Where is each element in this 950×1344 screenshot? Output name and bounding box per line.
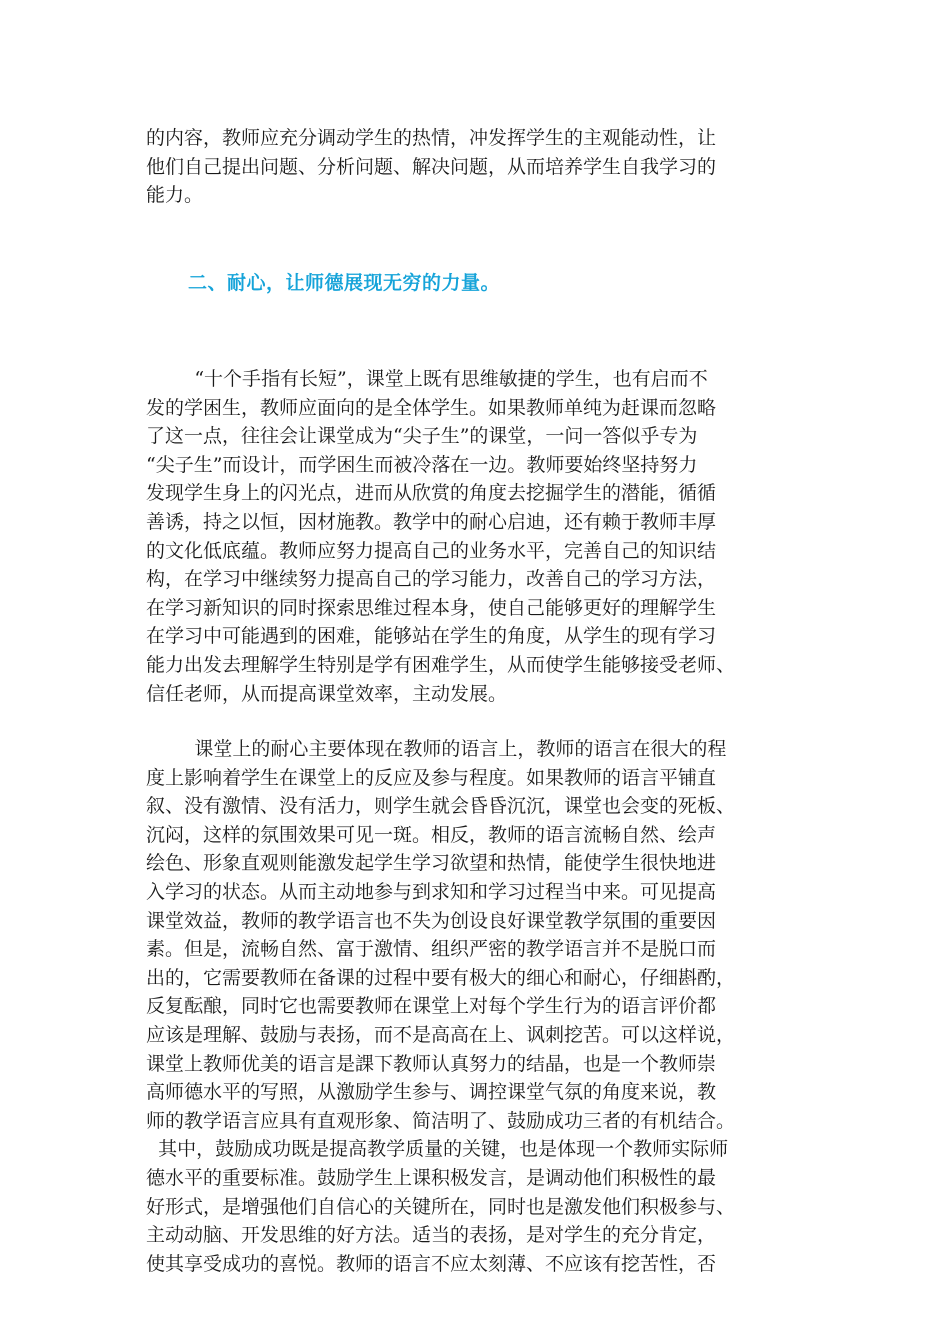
text-line: 使其享受成功的喜悦。教师的语言不应太刻薄、不应该有挖苦性，否: [146, 1252, 717, 1275]
text-line: 在学习中可能遇到的困难，能够站在学生的角度，从学生的现有学习: [146, 625, 717, 648]
text-line: 出的，它需要教师在备课的过程中要有极大的细心和耐心，仔细斟酌，: [146, 966, 736, 989]
text-line: 的文化低底蕴。教师应努力提高自己的业务水平，完善自己的知识结: [146, 539, 717, 562]
intro-paragraph: [146, 124, 806, 210]
text-line: 高师德水平的写照，从激励学生参与、调控课堂气氛的角度来说，教: [146, 1081, 717, 1104]
section-heading: 二、耐心，让师德展现无穷的力量。: [188, 272, 501, 294]
text-line: 能力出发去理解学生特别是学有困难学生，从而使学生能够接受老师、: [146, 653, 736, 676]
text-line: 发的学困生，教师应面向的是全体学生。如果教师单纯为赶课而忽略: [146, 396, 717, 419]
text-line: 沉闷，这样的氛围效果可见一斑。相反，教师的语言流畅自然、绘声: [146, 823, 717, 846]
text-line: 绘色、形象直观则能激发起学生学习欲望和热情，能使学生很快地进: [146, 852, 717, 875]
text-line: “十个手指有长短”，课堂上既有思维敏捷的学生，也有启而不: [146, 368, 708, 390]
text-line: 信任老师，从而提高课堂效率，主动发展。: [146, 682, 508, 705]
text-line: 他们自己提出问题、分析问题、解决问题，从而培养学生自我学习的: [146, 155, 717, 178]
text-line: 发现学生身上的闪光点，进而从欣赏的角度去挖掘学生的潜能，循循: [146, 482, 717, 505]
text-line: 课堂效益，教师的教学语言也不失为创设良好课堂教学氛围的重要因: [146, 909, 717, 932]
text-line: 构，在学习中继续努力提高自己的学习能力，改善自己的学习方法，: [146, 568, 717, 591]
patience-paragraph: [146, 365, 806, 708]
text-line: 好形式，是增强他们自信心的关键所在，同时也是激发他们积极参与、: [146, 1195, 736, 1218]
text-line: 反复酝酿，同时它也需要教师在课堂上对每个学生行为的语言评价都: [146, 995, 717, 1018]
text-line: 在学习新知识的同时探索思维过程本身，使自己能够更好的理解学生: [146, 596, 717, 619]
text-line: 素。但是，流畅自然、富于激情、组织严密的教学语言并不是脱口而: [146, 938, 717, 961]
text-line: 主动动脑、开发思维的好方法。适当的表扬，是对学生的充分肯定，: [146, 1224, 717, 1247]
text-line: 德水平的重要标准。鼓励学生上课积极发言，是调动他们积极性的最: [146, 1166, 717, 1189]
text-line: 课堂上教师优美的语言是課下教师认真努力的结晶，也是一个教师崇: [146, 1052, 717, 1075]
text-line: 课堂上的耐心主要体现在教师的语言上，教师的语言在很大的程: [146, 738, 727, 760]
language-paragraph: [146, 735, 806, 1278]
text-line: 其中，鼓励成功既是提高教学质量的关键，也是体现一个教师实际师: [146, 1138, 729, 1161]
text-line: 了这一点，往往会让课堂成为“尖子生”的课堂，一问一答似乎专为: [146, 425, 698, 448]
text-line: 善诱，持之以恒，因材施教。教学中的耐心启迪，还有赖于教师丰厚: [146, 510, 717, 533]
text-line: 入学习的状态。从而主动地参与到求知和学习过程当中来。可见提高: [146, 880, 717, 903]
text-line: 师的教学语言应具有直观形象、简洁明了、鼓励成功三者的有机结合。: [146, 1109, 736, 1132]
text-line: 的内容，教师应充分调动学生的热情，冲发挥学生的主观能动性，让: [146, 127, 717, 149]
text-line: 能力。: [146, 184, 204, 207]
text-line: “尖子生”而设计，而学困生而被冷落在一边。教师要始终坚持努力: [146, 453, 698, 476]
text-line: 应该是理解、鼓励与表扬，而不是高高在上、讽刺挖苦。可以这样说，: [146, 1023, 736, 1046]
text-line: 叙、没有激情、没有活力，则学生就会昏昏沉沉，课堂也会变的死板、: [146, 795, 736, 818]
text-line: 度上影响着学生在课堂上的反应及参与程度。如果教师的语言平铺直: [146, 766, 717, 789]
